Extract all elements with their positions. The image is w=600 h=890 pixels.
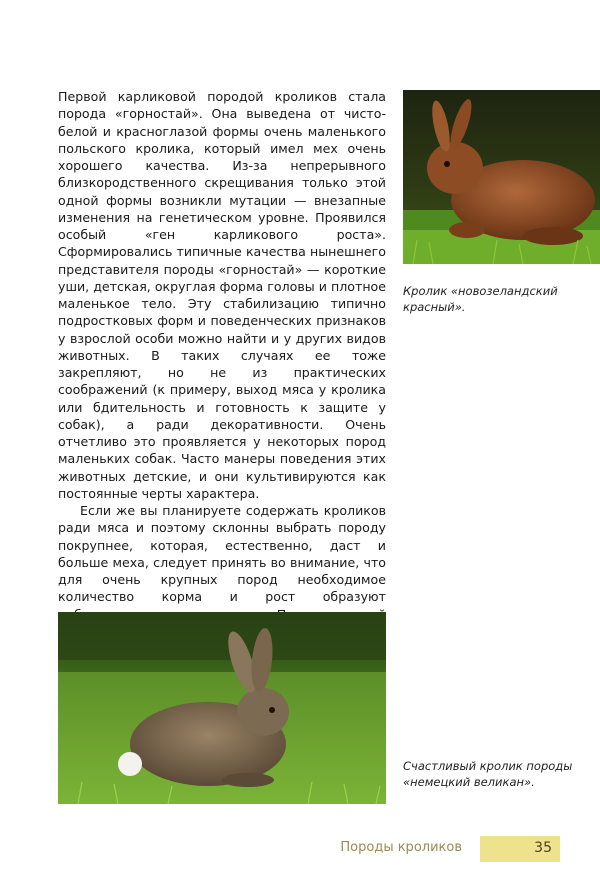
article-body	[58, 88, 386, 657]
caption-bottom: Счастливый кролик породы «немецкий великан».	[403, 759, 573, 789]
paragraph-2: Если же вы планируете содержать кроликов ради мяса и поэтому склонны выбрать породу покрупнее, которая, естественно, даст и больше меха, следует принять во внимание, что для очень крупных пород необходимое количество корма и рост образуют	[58, 503, 386, 605]
page-number: 35	[534, 840, 552, 856]
caption-top: Кролик «новозеландский красный».	[403, 284, 558, 314]
page-number-bar	[480, 836, 560, 862]
paragraph-1: Первой карликовой породой кроликов стала порода «горностай». Она выведена от чисто-белой и красноглазой формы очень маленького польского кролика, который имел мех очень хорошего качества. Из-за непрерывного близкородственного скрещивания только этой одной формы возникли мутации — внезапные изменения на генетическом уровне. Проявился особый «ген карликового роста». Сформировались типичные качества нынешнего представителя породы «горностай» — короткие уши, детская, округлая форма головы и плотное маленькое тело. Эту стабилизацию типично подростковых форм и поведенческих признаков у взрослой особи можно найти и у других видов животных. В таких случаях ее тоже закрепляют, но не из практических соображений (к примеру, выход мяса у кролика или бдительность и готовность к защите у собак), а ради декоративности. Очень отчетливо это проявляется у некоторых пород маленьких собак. Часто манеры поведения этих животных детские, и они культивируются как постоянные черты характера.	[58, 89, 386, 501]
section-title: Породы кроликов	[340, 840, 462, 855]
grey-rabbit-photo	[58, 612, 386, 804]
red-rabbit-photo	[403, 90, 600, 264]
